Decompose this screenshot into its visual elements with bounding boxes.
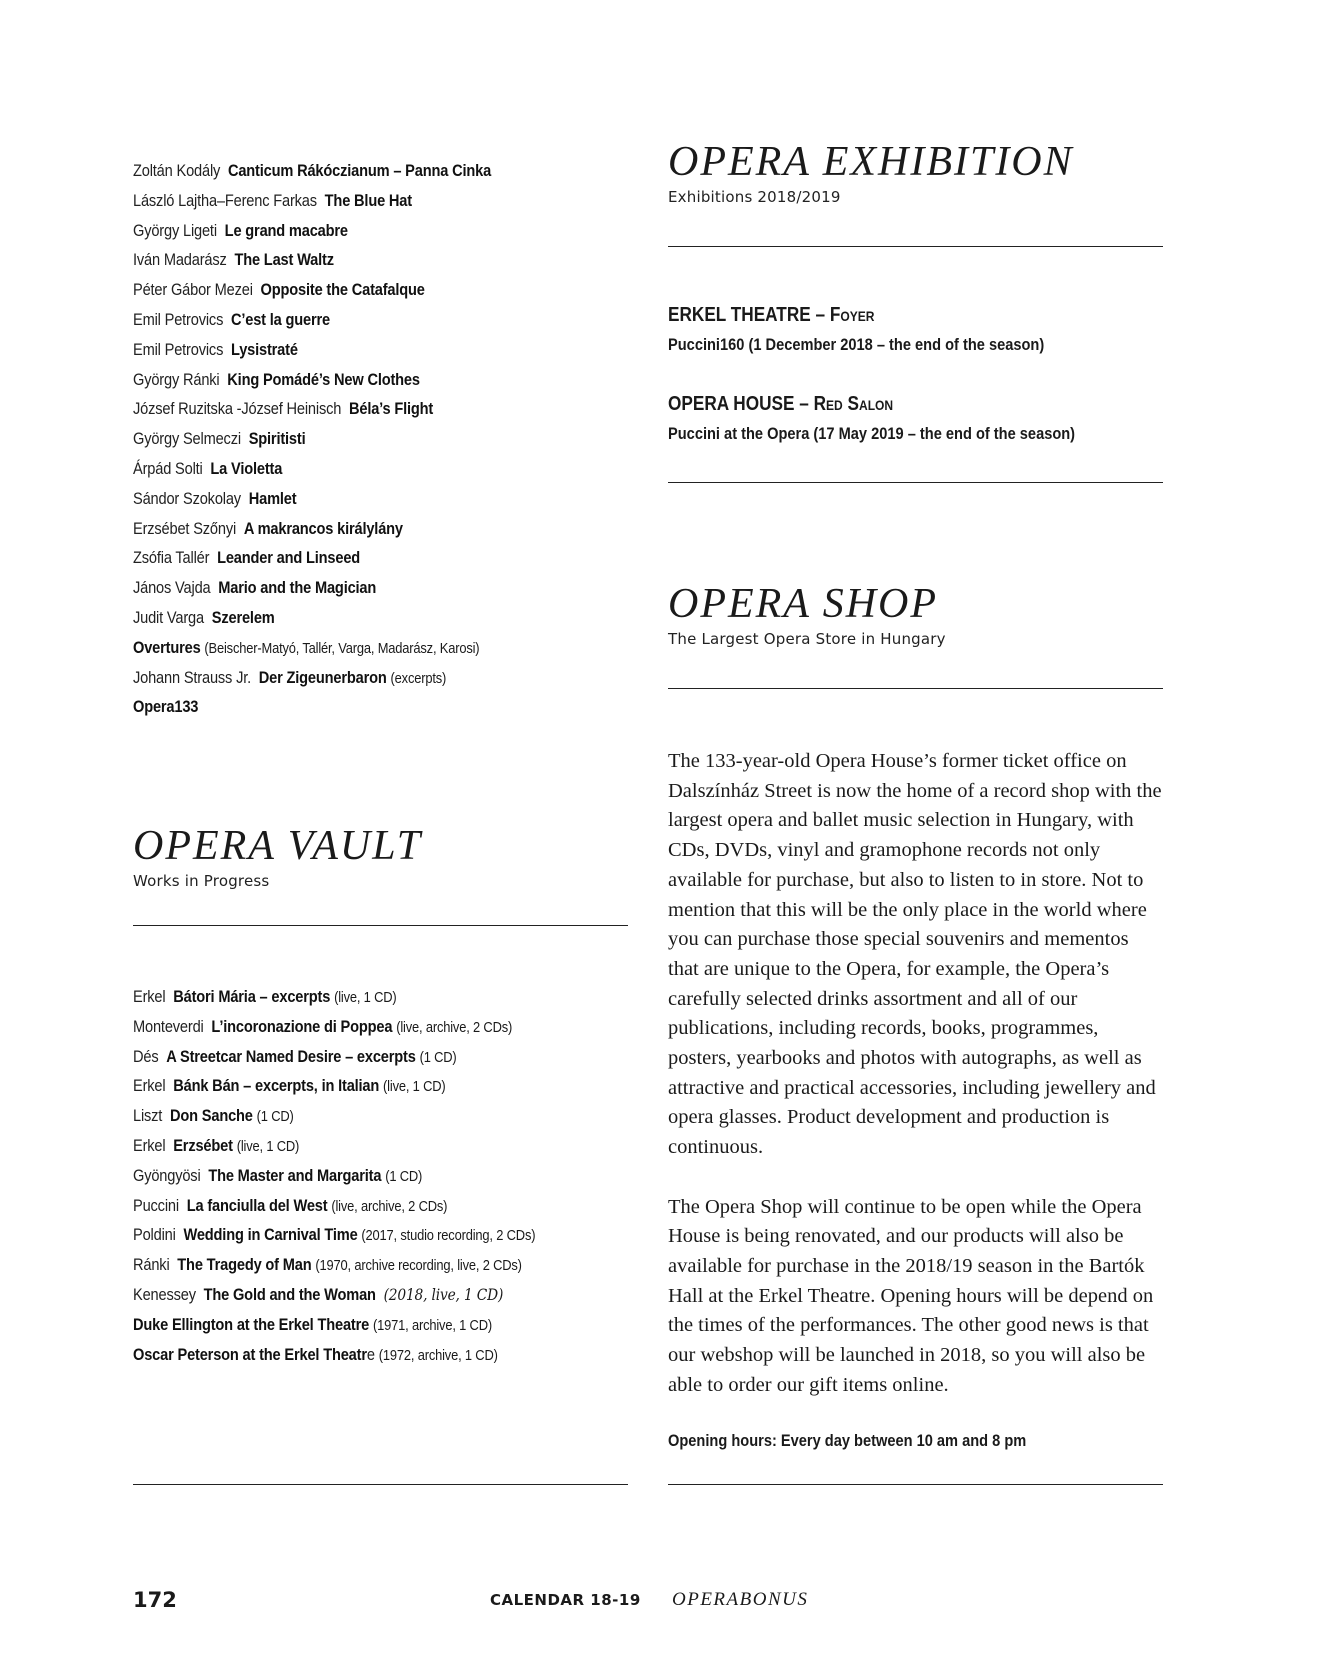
venue-erkel-name: ERKEL THEATRE – Foyer <box>668 304 875 326</box>
work-item <box>133 514 627 544</box>
vault-title: Bátori Mária – excerpts <box>173 987 331 1006</box>
work-composer: Emil Petrovics <box>133 309 224 329</box>
venue-erkel <box>668 302 1163 358</box>
vault-note: (1970, archive recording, live, 2 CDs) <box>315 1257 522 1275</box>
vault-composer: Erkel <box>133 987 166 1006</box>
work-title: The Blue Hat <box>324 190 412 210</box>
exhibition-title: OPERA EXHIBITION <box>668 139 1074 185</box>
work-title: Opera133 <box>133 697 199 717</box>
vault-note: (1 CD) <box>419 1048 457 1066</box>
work-title: Der Zigeunerbaron <box>258 667 387 687</box>
vault-item <box>133 1340 627 1370</box>
vault-note: (live, 1 CD) <box>334 989 397 1006</box>
work-title: Spiritisti <box>248 429 306 449</box>
vault-title: A Streetcar Named Desire – excerpts <box>166 1046 416 1066</box>
work-item <box>133 305 627 335</box>
work-composer: Emil Petrovics <box>133 339 224 359</box>
vault-item <box>133 1280 627 1310</box>
work-composer: József Ruzitska -József Heinisch <box>133 399 342 419</box>
venue-opera-house <box>668 391 1163 447</box>
work-composer: Sándor Szokolay <box>133 488 241 508</box>
work-title: C’est la guerre <box>230 309 330 329</box>
vault-title: The Master and Margarita <box>208 1165 382 1185</box>
vault-title: Bánk Bán – excerpts, in Italian <box>173 1076 380 1096</box>
work-title: Hamlet <box>248 488 297 508</box>
work-item <box>133 484 627 514</box>
vault-item <box>133 1071 627 1101</box>
work-note: (Beischer-Matyó, Tallér, Varga, Madarász, Karosi) <box>204 639 480 657</box>
work-composer: Iván Madarász <box>133 250 227 270</box>
vault-note: (live, 1 CD) <box>236 1137 300 1155</box>
vault-composer: Dés <box>133 1046 159 1066</box>
vault-composer: Poldini <box>133 1225 176 1245</box>
vault-header <box>133 822 628 890</box>
work-title: Lysistraté <box>230 339 298 359</box>
work-item <box>133 663 627 693</box>
vault-divider <box>133 925 628 926</box>
shop-title: OPERA SHOP <box>668 581 939 627</box>
shop-paragraph-2: The Opera Shop will continue to be open while the Opera House is being renovated, and our products will also be available for purchase in the 2018/19 season in the Bartók Hall at the Erkel Theatre. Opening hours will be depend on the times of the performances. The other good news is that our webshop will be launched in 2018, so you will also be able to order our gift items online. <box>668 1195 1154 1396</box>
vault-note: (1 CD) <box>385 1167 423 1185</box>
exhibition-subtitle: Exhibitions 2018/2019 <box>668 188 841 206</box>
vault-composer: Erkel <box>133 1076 166 1096</box>
vault-bottom-divider <box>133 1484 628 1485</box>
work-title: Canticum Rákóczianum – Panna Cinka <box>227 161 492 180</box>
shop-bottom-divider <box>668 1484 1163 1485</box>
work-composer: László Lajtha–Ferenc Farkas <box>133 190 317 210</box>
work-title: The Last Waltz <box>234 250 334 270</box>
work-title: Béla’s Flight <box>348 399 434 419</box>
work-item <box>133 335 627 365</box>
vault-item <box>133 1042 627 1072</box>
work-item <box>133 543 627 573</box>
venue-opera-house-name: OPERA HOUSE – Red Salon <box>668 393 894 415</box>
vault-note: (live, archive, 2 CDs) <box>396 1018 513 1036</box>
work-composer: Erzsébet Szőnyi <box>133 518 237 538</box>
work-composer: János Vajda <box>133 578 211 598</box>
vault-title: The Gold and the Woman <box>203 1284 376 1304</box>
vault-item <box>133 1191 627 1221</box>
vault-item <box>133 1310 627 1340</box>
vault-title-tail: e <box>366 1344 375 1364</box>
work-title: A makrancos királylány <box>243 518 403 538</box>
vault-item <box>133 1161 627 1191</box>
vault-title: The Tragedy of Man <box>177 1255 312 1275</box>
vault-note: (2018, live, 1 CD) <box>383 1284 504 1304</box>
vault-title: Erzsébet <box>173 1135 233 1155</box>
vault-item <box>133 1131 627 1161</box>
work-composer: Péter Gábor Mezei <box>133 280 253 300</box>
vault-item <box>133 982 627 1012</box>
vault-title: Don Sanche <box>169 1106 253 1126</box>
footer-calendar: CALENDAR 18-19 <box>490 1591 641 1609</box>
work-composer: György Ránki <box>133 369 220 389</box>
work-title: Le grand macabre <box>224 220 348 240</box>
shop-body <box>668 747 1163 1454</box>
vault-subtitle: Works in Progress <box>133 872 270 890</box>
work-title: King Pomádé’s New Clothes <box>227 369 420 389</box>
work-item <box>133 275 627 305</box>
vault-composer: Kenessey <box>133 1284 196 1304</box>
work-composer: Árpád Solti <box>133 458 203 478</box>
vault-list <box>133 982 628 1369</box>
vault-note: (1971, archive, 1 CD) <box>372 1316 492 1334</box>
work-note: (excerpts) <box>390 669 447 687</box>
work-composer: György Ligeti <box>133 220 217 240</box>
vault-item <box>133 1250 627 1280</box>
exhibition-bottom-divider <box>668 482 1163 483</box>
work-title: Overtures <box>133 637 201 657</box>
work-title: La Violetta <box>210 458 283 478</box>
works-list <box>133 156 628 722</box>
work-composer: Zsófia Tallér <box>133 548 210 568</box>
vault-note: (1972, archive, 1 CD) <box>378 1346 498 1364</box>
work-item <box>133 394 627 424</box>
work-item <box>133 573 627 603</box>
vault-composer: Ránki <box>133 1255 170 1275</box>
vault-composer: Liszt <box>133 1106 163 1126</box>
work-item <box>133 424 627 454</box>
vault-composer: Erkel <box>133 1135 166 1155</box>
shop-divider <box>668 688 1163 689</box>
work-composer: Judit Varga <box>133 607 204 627</box>
work-composer: Johann Strauss Jr. <box>133 667 251 687</box>
shop-subtitle: The Largest Opera Store in Hungary <box>668 630 946 648</box>
vault-note: (1 CD) <box>256 1108 294 1126</box>
shop-opening-hours: Opening hours: Every day between 10 am and 8 pm <box>668 1431 1027 1451</box>
work-title: Mario and the Magician <box>218 578 377 598</box>
footer-brand: OPERABONUS <box>672 1589 809 1610</box>
vault-item <box>133 1101 627 1131</box>
work-item <box>133 633 627 663</box>
vault-note: (live, archive, 2 CDs) <box>331 1197 448 1215</box>
shop-header <box>668 580 1163 648</box>
exhibition-header <box>668 138 1163 206</box>
work-item <box>133 245 627 275</box>
vault-note: (live, 1 CD) <box>383 1078 446 1096</box>
vault-composer: Puccini <box>133 1195 179 1215</box>
work-item <box>133 692 627 722</box>
vault-item <box>133 1220 627 1250</box>
page-number: 172 <box>133 1588 177 1612</box>
vault-title: OPERA VAULT <box>133 823 423 869</box>
work-item <box>133 603 627 633</box>
work-item <box>133 186 627 216</box>
vault-title: La fanciulla del West <box>186 1195 328 1215</box>
work-composer: Zoltán Kodály <box>133 161 221 180</box>
vault-title: Oscar Peterson at the Erkel Theatr <box>133 1344 367 1364</box>
vault-composer: Gyöngyösi <box>133 1165 201 1185</box>
work-item <box>133 156 627 186</box>
vault-title: Duke Ellington at the Erkel Theatre <box>133 1314 370 1334</box>
vault-item <box>133 1012 627 1042</box>
work-title: Opposite the Catafalque <box>260 280 425 300</box>
exhibition-divider <box>668 246 1163 247</box>
work-title: Szerelem <box>211 607 275 627</box>
work-item <box>133 216 627 246</box>
vault-title: Wedding in Carnival Time <box>183 1225 358 1245</box>
venue-erkel-detail: Puccini160 (1 December 2018 – the end of the season) <box>668 335 1045 354</box>
vault-composer: Monteverdi <box>133 1016 204 1036</box>
venue-opera-house-detail: Puccini at the Opera (17 May 2019 – the end of the season) <box>668 424 1076 443</box>
vault-title: L’incoronazione di Poppea <box>211 1016 393 1036</box>
work-item <box>133 365 627 395</box>
work-composer: György Selmeczi <box>133 429 241 449</box>
work-item <box>133 454 627 484</box>
work-title: Leander and Linseed <box>217 548 361 568</box>
shop-paragraph-1: The 133-year-old Opera House’s former ticket office on Dalszínház Street is now the home of a record shop with the largest opera and ballet music selection in Hungary, with CDs, DVDs, vinyl and gramophone records not only available for purchase, but also to listen to in store. Not to mention that this will be the only place in the world where you can purchase those special souvenirs and mementos that are unique to the Opera, for example, the Opera’s carefully selected drinks assortment and all of our publications, including records, books, programmes, posters, yearbooks and photos with autographs, as well as attractive and practical accessories, including jewellery and opera glasses. Product development and production is continuous. <box>668 750 1162 1159</box>
vault-note: (2017, studio recording, 2 CDs) <box>361 1227 536 1245</box>
